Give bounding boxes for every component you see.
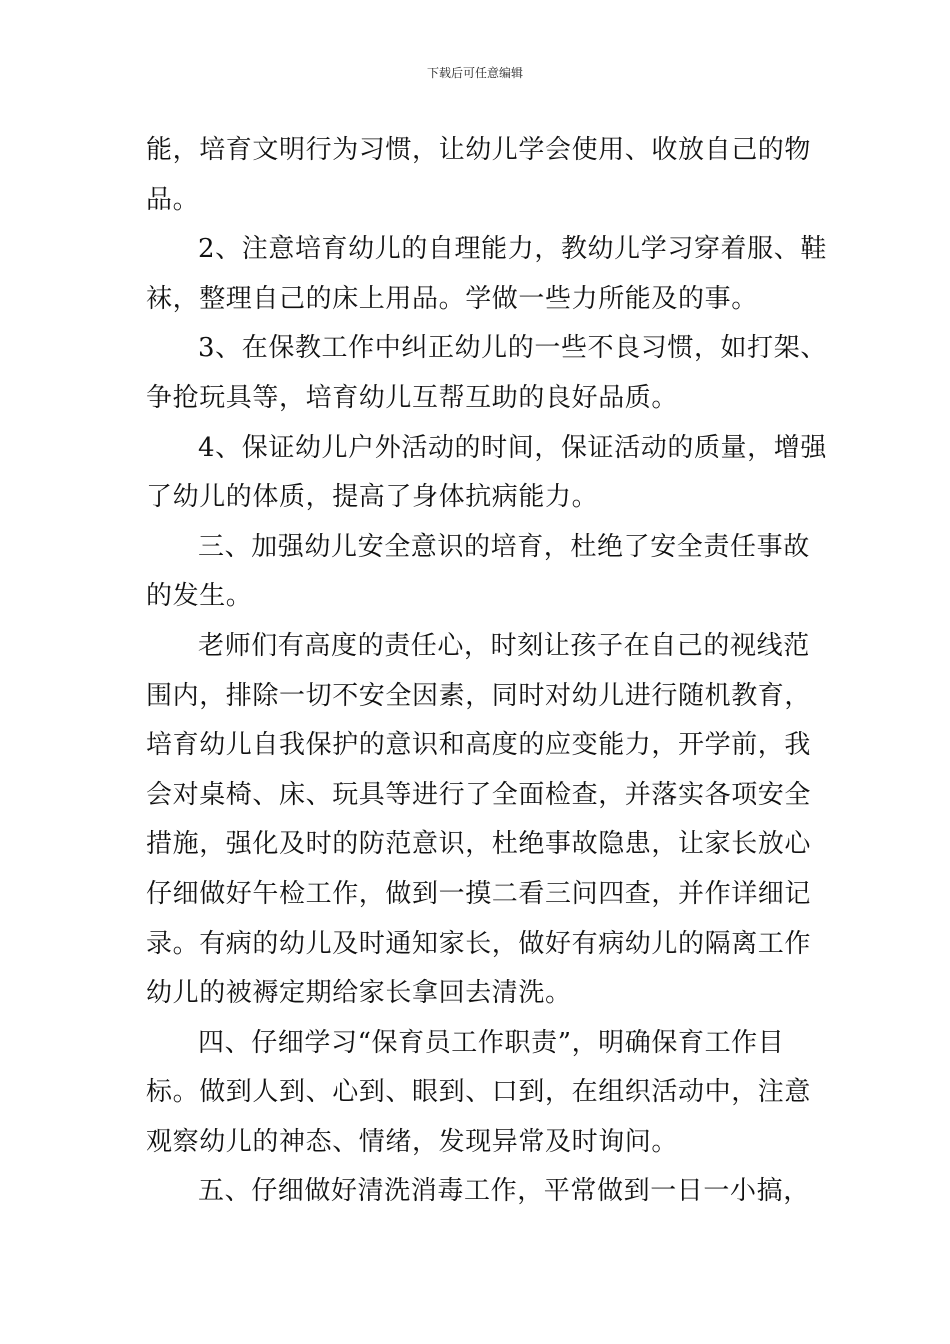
text-line: 措施，强化及时的防范意识，杜绝事故隐患，让家长放心 <box>146 829 812 860</box>
text-line: 2、注意培育幼儿的自理能力，教幼儿学习穿着服、鞋 <box>198 234 827 265</box>
text-line: 幼儿的被褥定期给家长拿回去清洗。 <box>146 978 572 1009</box>
text-line: 袜，整理自己的床上用品。学做一些力所能及的事。 <box>146 283 758 314</box>
text-line: 四、仔细学习“保育员工作职责”，明确保育工作目 <box>198 1027 785 1058</box>
page-header: 下载后可任意编辑 <box>426 66 523 80</box>
text-line: 4、保证幼儿户外活动的时间，保证活动的质量，增强 <box>198 432 827 463</box>
text-line: 观察幼儿的神态、情绪，发现异常及时询问。 <box>146 1126 679 1157</box>
text-line: 能，培育文明行为习惯，让幼儿学会使用、收放自己的物 <box>146 135 812 165</box>
text-line: 三、加强幼儿安全意识的培育，杜绝了安全责任事故 <box>198 531 810 562</box>
text-line: 3、在保教工作中纠正幼儿的一些不良习惯，如打架、 <box>198 333 827 364</box>
text-line: 标。做到人到、心到、眼到、口到，在组织活动中，注意 <box>146 1077 812 1108</box>
text-line: 老师们有高度的责任心，时刻让孩子在自己的视线范 <box>198 630 810 661</box>
text-line: 五、仔细做好清洗消毒工作，平常做到一日一小搞， <box>198 1176 810 1207</box>
text-line: 仔细做好午检工作，做到一摸二看三问四查，并作详细记 <box>146 878 812 909</box>
text-line: 争抢玩具等，培育幼儿互帮互助的良好品质。 <box>146 382 679 413</box>
text-line: 培育幼儿自我保护的意识和高度的应变能力，开学前，我 <box>146 730 812 761</box>
text-line: 围内，排除一切不安全因素，同时对幼儿进行随机教育， <box>146 680 812 711</box>
document-body <box>146 126 827 1217</box>
text-line: 品。 <box>146 184 200 215</box>
text-line: 了幼儿的体质，提高了身体抗病能力。 <box>146 482 599 513</box>
text-line: 录。有病的幼儿及时通知家长，做好有病幼儿的隔离工作 <box>146 928 812 959</box>
text-line: 的发生。 <box>146 581 253 612</box>
text-line: 会对桌椅、床、玩具等进行了全面检查，并落实各项安全 <box>146 779 812 810</box>
